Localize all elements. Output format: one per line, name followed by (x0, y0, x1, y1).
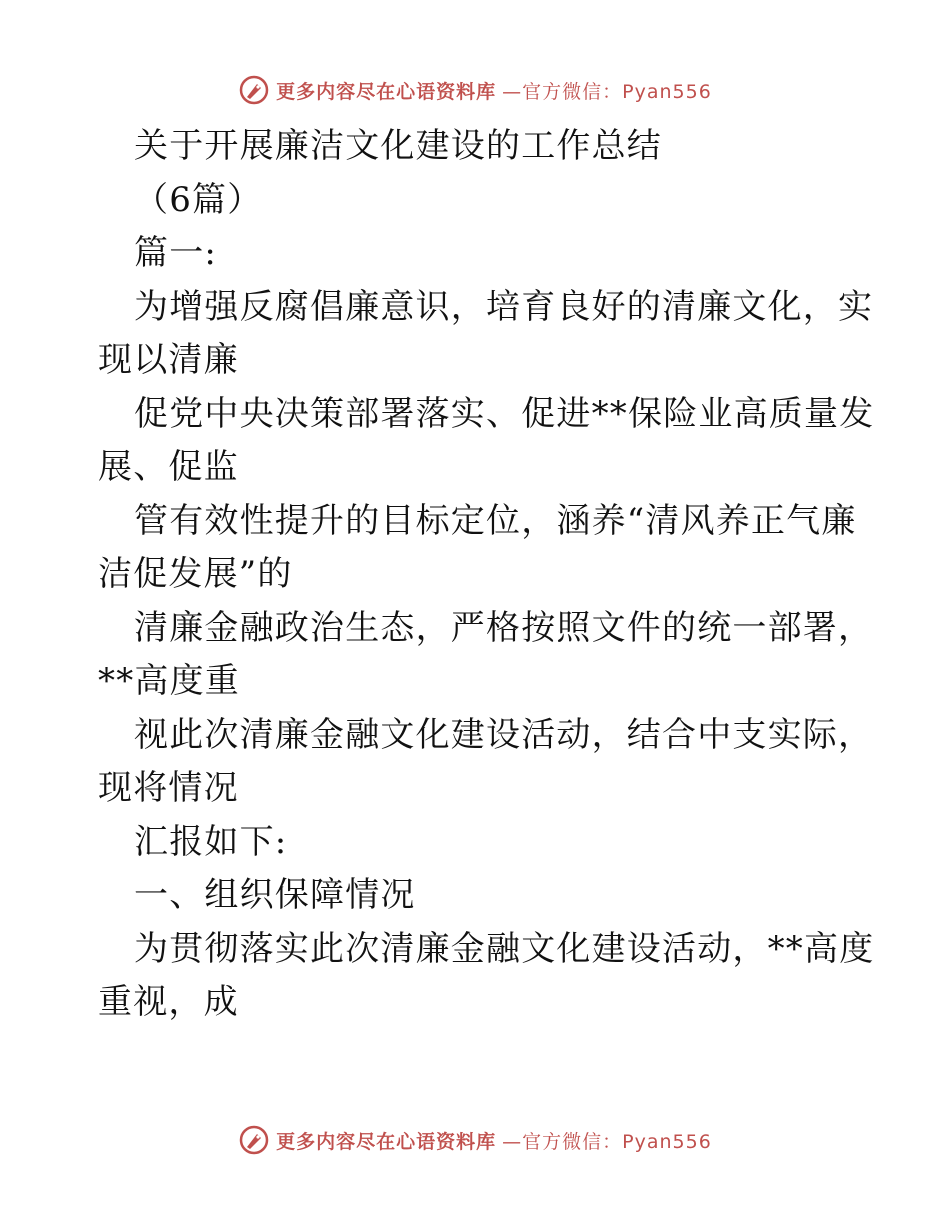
watermark-main-text: 更多内容尽在心语资料库 (276, 80, 497, 103)
document-subtitle: （6篇） (134, 179, 263, 220)
footer-watermark (0, 1120, 950, 1160)
watermark-sub-text: —官方微信：Pyan556 (502, 80, 712, 103)
pen-nib-circle-icon (238, 1124, 270, 1156)
paragraph-line: **高度重 (98, 661, 240, 701)
watermark-main-text: 更多内容尽在心语资料库 (276, 1130, 497, 1153)
paragraph-line: 为贯彻落实此次清廉金融文化建设活动，**高度 (134, 928, 875, 969)
document-body (98, 120, 875, 1030)
paragraph-line: 促党中央决策部署落实、促进**保险业高质量发 (134, 393, 875, 434)
document-title: 关于开展廉洁文化建设的工作总结 (134, 126, 662, 166)
paragraph-line: 重视，成 (98, 982, 239, 1022)
paragraph-line: 洁促发展”的 (98, 554, 293, 594)
paragraph-line: 汇报如下: (134, 821, 288, 862)
paragraph-line: 现以清廉 (98, 340, 239, 380)
paragraph-line: 清廉金融政治生态，严格按照文件的统一部署， (134, 607, 874, 648)
paragraph-line: 为增强反腐倡廉意识，培育良好的清廉文化，实 (134, 286, 874, 327)
paragraph-line: 管有效性提升的目标定位，涵养“清风养正气廉 (134, 500, 857, 541)
paragraph-line: 现将情况 (98, 768, 239, 808)
watermark-sub-text: —官方微信：Pyan556 (502, 1130, 712, 1153)
section-heading: 一、组织保障情况 (134, 875, 416, 915)
header-watermark (0, 70, 950, 110)
paragraph-line: 展、促监 (98, 447, 239, 487)
pen-nib-circle-icon (238, 74, 270, 106)
paragraph-line: 视此次清廉金融文化建设活动，结合中支实际， (134, 714, 874, 755)
section-heading: 篇一: (134, 233, 218, 273)
